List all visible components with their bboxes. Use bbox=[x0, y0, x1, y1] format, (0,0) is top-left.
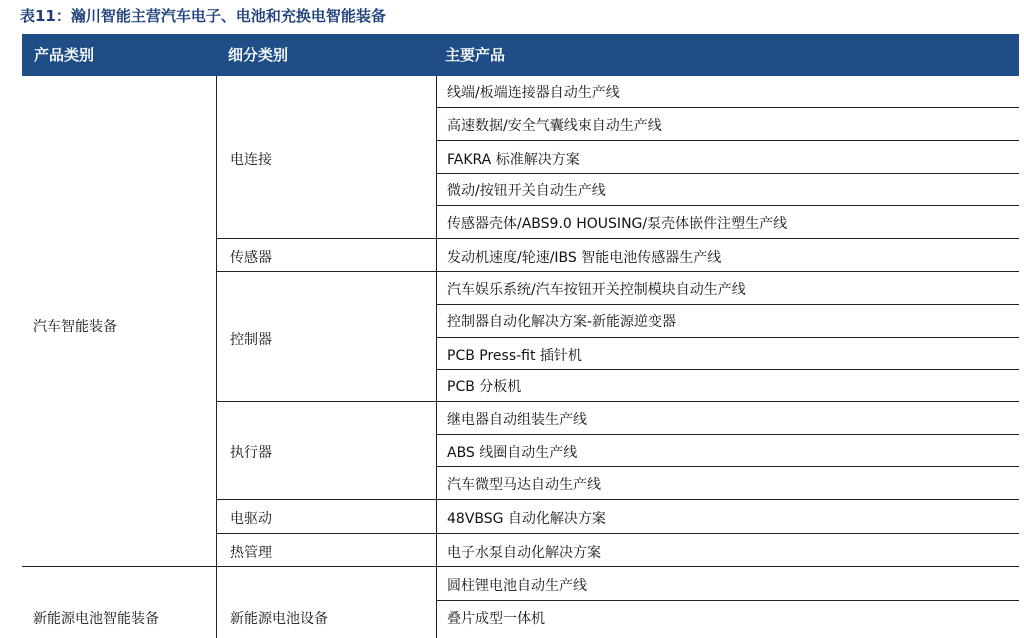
group-divider bbox=[216, 271, 1019, 272]
group-divider bbox=[216, 499, 1019, 500]
product-row: 48VBSG 自动化解决方案 bbox=[447, 511, 606, 527]
product-row: ABS 线圈自动生产线 bbox=[447, 445, 578, 461]
category-battery-equipment: 新能源电池智能装备 bbox=[33, 611, 159, 627]
subcategory-electric-drive: 电驱动 bbox=[230, 511, 272, 527]
row-divider bbox=[436, 337, 1019, 338]
column-divider bbox=[216, 76, 217, 638]
group-divider bbox=[216, 238, 1019, 239]
header-main-products: 主要产品 bbox=[445, 46, 506, 64]
product-row: 微动/按钮开关自动生产线 bbox=[447, 183, 606, 199]
header-subcategory: 细分类别 bbox=[228, 46, 289, 64]
product-row: PCB 分板机 bbox=[447, 379, 522, 395]
row-divider bbox=[436, 369, 1019, 370]
column-divider bbox=[436, 76, 437, 638]
subcategory-thermal-management: 热管理 bbox=[230, 545, 272, 561]
product-row: 汽车娱乐系统/汽车按钮开关控制模块自动生产线 bbox=[447, 282, 746, 298]
row-divider bbox=[436, 466, 1019, 467]
category-divider bbox=[22, 566, 1019, 567]
product-row: 线端/板端连接器自动生产线 bbox=[447, 85, 620, 101]
row-divider bbox=[436, 434, 1019, 435]
row-divider bbox=[436, 173, 1019, 174]
product-row: 电子水泵自动化解决方案 bbox=[447, 545, 601, 561]
group-divider bbox=[216, 533, 1019, 534]
product-row: 圆柱锂电池自动生产线 bbox=[447, 578, 587, 594]
product-row: 发动机速度/轮速/IBS 智能电池传感器生产线 bbox=[447, 250, 722, 266]
product-row: FAKRA 标准解决方案 bbox=[447, 152, 580, 168]
subcategory-sensor: 传感器 bbox=[230, 250, 272, 266]
table-title: 表11：瀚川智能主营汽车电子、电池和充换电智能装备 bbox=[20, 7, 386, 25]
subcategory-electrical-connection: 电连接 bbox=[230, 152, 272, 168]
product-row: PCB Press-fit 插针机 bbox=[447, 348, 582, 364]
product-row: 继电器自动组装生产线 bbox=[447, 412, 587, 428]
category-auto-equipment: 汽车智能装备 bbox=[33, 319, 117, 335]
group-divider bbox=[216, 401, 1019, 402]
row-divider bbox=[436, 205, 1019, 206]
product-row: 高速数据/安全气囊线束自动生产线 bbox=[447, 118, 662, 134]
product-row: 传感器壳体/ABS9.0 HOUSING/泵壳体嵌件注塑生产线 bbox=[447, 216, 788, 232]
subcategory-actuator: 执行器 bbox=[230, 445, 272, 461]
header-product-category: 产品类别 bbox=[34, 46, 95, 64]
row-divider bbox=[436, 140, 1019, 141]
product-row: 叠片成型一体机 bbox=[447, 611, 545, 627]
row-divider bbox=[436, 107, 1019, 108]
table-header bbox=[22, 34, 1019, 76]
product-row: 控制器自动化解决方案-新能源逆变器 bbox=[447, 314, 677, 330]
subcategory-controller: 控制器 bbox=[230, 332, 272, 348]
product-row: 汽车微型马达自动生产线 bbox=[447, 477, 601, 493]
subcategory-battery-device: 新能源电池设备 bbox=[230, 611, 328, 627]
row-divider bbox=[436, 600, 1019, 601]
row-divider bbox=[436, 304, 1019, 305]
